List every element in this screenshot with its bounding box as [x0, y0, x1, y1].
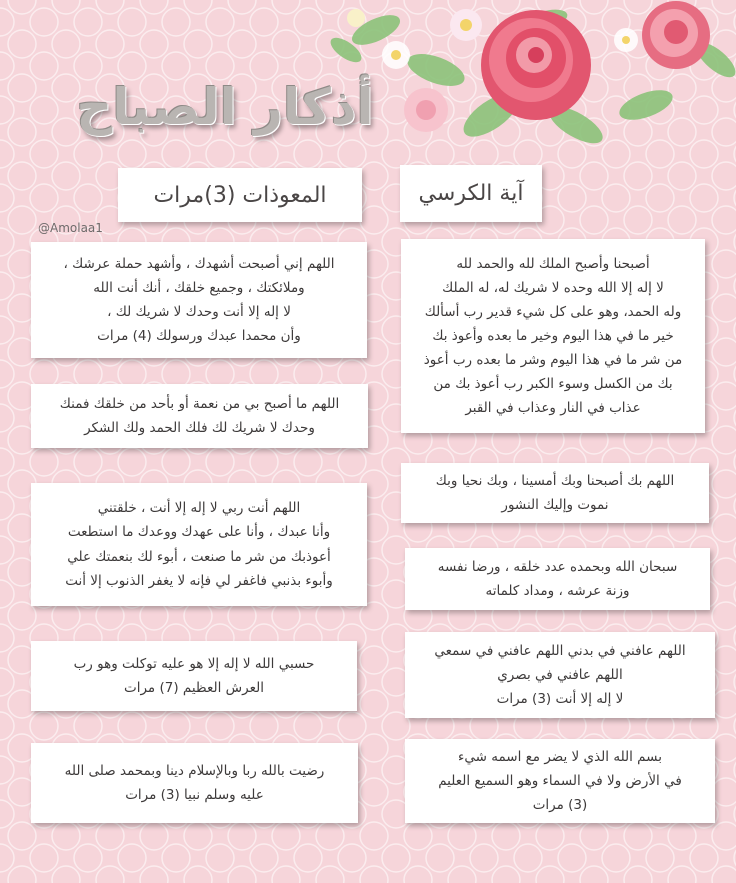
card-allahumma-inni-asbahtu — [31, 242, 367, 358]
header-almuawwidhat-label: المعوذات (3)مرات — [153, 182, 327, 208]
card-hasbiyallah — [31, 641, 357, 711]
card-line: في الأرض ولا في السماء وهو السميع العليم — [438, 773, 682, 789]
header-almuawwidhat — [118, 168, 362, 222]
card-line: وزنة عرشه ، ومداد كلماته — [485, 583, 630, 599]
card-line: بك من الكسل وسوء الكبر رب أعوذ بك من — [433, 376, 673, 393]
card-line: وأنا عبدك ، وأنا على عهدك ووعدك ما استطعت — [67, 524, 331, 541]
card-line: لا إله إلا أنت (3) مرات — [496, 691, 624, 707]
card-bismillah — [405, 739, 715, 823]
card-line: من شر ما في هذا اليوم وشر ما بعده رب أعوذ — [423, 352, 683, 368]
card-line: أعوذبك من شر ما صنعت ، أبوء لك بنعمتك علي — [67, 548, 331, 565]
rose-secondary — [642, 1, 710, 69]
card-line: وأبوء بذنبي فاغفر لي فإنه لا يغفر الذنوب إلا أنت — [65, 572, 333, 589]
rose-main — [481, 10, 591, 120]
card-line: حسبي الله لا إله إلا هو عليه توكلت وهو رب — [73, 655, 315, 672]
card-subhanallah — [405, 548, 710, 610]
card-line: (3) مرات — [532, 797, 588, 814]
card-raditu-billah — [31, 743, 358, 823]
card-line: اللهم عافني في بدني اللهم عافني في سمعي — [434, 642, 686, 659]
card-line: اللهم ما أصبح بي من نعمة أو بأحد من خلقك فمنك — [59, 395, 340, 412]
card-line: لا إله إلا الله وحده لا شريك له، له الملك — [442, 279, 664, 296]
card-line: نموت وإليك النشور — [501, 497, 609, 513]
card-line: وملائكتك ، وجميع خلقك ، أنك أنت الله — [93, 279, 305, 296]
card-allahumma-bika — [401, 463, 709, 523]
card-line: اللهم إني أصبحت أشهدك ، وأشهد حملة عرشك ، — [63, 255, 335, 272]
card-sayyid-al-istighfar — [31, 483, 367, 606]
header-ayat-alkursi-label: آية الكرسي — [418, 181, 524, 206]
card-allahumma-ma-asbaha — [31, 384, 368, 448]
card-line: سبحان الله وبحمده عدد خلقه ، ورضا نفسه — [437, 558, 678, 575]
card-asbahna — [401, 239, 705, 433]
card-line: اللهم أنت ربي لا إله إلا أنت ، خلقتني — [97, 500, 301, 517]
header-ayat-alkursi — [400, 165, 542, 222]
author-handle: @Amolaa1 — [38, 221, 103, 235]
card-line: بسم الله الذي لا يضر مع اسمه شيء — [458, 748, 662, 765]
page-title: أذكار الصباح — [76, 78, 374, 136]
card-line: أصبحنا وأصبح الملك لله والحمد لله — [456, 255, 650, 272]
card-line: وأن محمدا عبدك ورسولك (4) مرات — [97, 328, 301, 345]
card-line: اللهم بك أصبحنا وبك أمسينا ، وبك نحيا وبك — [435, 472, 675, 489]
card-line: العرش العظيم (7) مرات — [124, 680, 264, 696]
card-line: لا إله إلا أنت وحدك لا شريك لك ، — [107, 304, 291, 320]
card-line: وله الحمد، وهو على كل شيء قدير رب أسألك — [424, 303, 682, 320]
rose-light — [404, 88, 448, 132]
card-allahumma-afini — [405, 632, 715, 718]
card-line: رضيت بالله ربا وبالإسلام دينا وبمحمد صلى الله — [64, 762, 325, 779]
card-line: عذاب في النار وعذاب في القبر — [465, 400, 641, 417]
card-line: وحدك لا شريك لك فلك الحمد ولك الشكر — [84, 420, 315, 436]
card-line: خير ما في هذا اليوم وخير ما بعده وأعوذ بك — [432, 327, 674, 344]
card-line: اللهم عافني في بصري — [497, 666, 623, 683]
card-line: عليه وسلم نبيا (3) مرات — [125, 787, 264, 803]
